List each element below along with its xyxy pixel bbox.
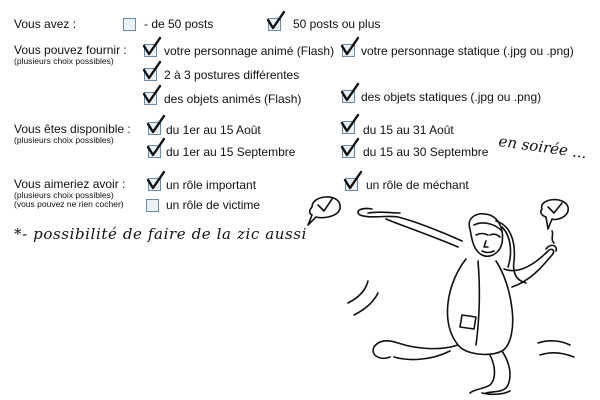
speech-bubble-right [541,200,568,229]
option-moins-50-posts: - de 50 posts [144,17,214,31]
hint-plusieurs-choix: (plusieurs choix possibles) [14,135,114,145]
pointing-hand [358,208,462,241]
option-1er-15-septembre: du 1er au 15 Septembre [166,145,296,159]
check-mark-icon [340,37,360,57]
character-body [447,259,512,354]
handwritten-remark: *- possibilité de faire de la zic aussi [14,225,308,243]
option-postures: 2 à 3 postures différentes [164,68,300,82]
label-vous-avez: Vous avez : [14,17,77,31]
label-vous-etes-disponible: Vous êtes disponible : [14,122,131,136]
label-vous-aimeriez-avoir: Vous aimeriez avoir : [14,177,126,191]
check-mark-icon [142,37,162,57]
check-mark-icon [142,61,162,81]
option-role-victime: un rôle de victime [166,198,261,212]
option-role-important: un rôle important [166,178,257,192]
option-15-30-septembre: du 15 au 30 Septembre [363,145,489,159]
check-mark-icon [340,138,360,158]
option-objets-animes: des objets animés (Flash) [164,92,302,106]
character-legs [373,341,458,358]
check-mark-icon [146,171,166,191]
option-role-mechant: un rôle de méchant [366,178,469,192]
checkbox-role-victime[interactable] [146,199,159,212]
label-vous-pouvez-fournir: Vous pouvez fournir : [14,43,127,57]
option-15-31-aout: du 15 au 31 Août [363,123,454,137]
checkbox-moins-50-posts[interactable] [123,18,136,31]
hint-plusieurs-choix: (plusieurs choix possibles) [14,56,114,66]
check-mark-icon [266,11,286,31]
hint-plusieurs-choix: (plusieurs choix possibles) [14,190,114,200]
check-mark-icon [340,83,360,103]
character-sketch [290,185,600,400]
hint-rien-cocher: (vous pouvez ne rien cocher) [14,199,124,209]
option-objets-statiques: des objets statiques (.jpg ou .png) [361,90,542,104]
option-50-posts-plus: 50 posts ou plus [293,17,381,31]
check-mark-icon [340,114,360,134]
check-mark-icon [146,138,166,158]
check-mark-icon [146,115,166,135]
option-1er-15-aout: du 1er au 15 Août [166,123,261,137]
handwritten-en-soiree: en soirée ... [497,132,588,163]
option-perso-anime: votre personnage animé (Flash) [164,44,335,58]
option-perso-statique: votre personnage statique (.jpg ou .png) [361,44,574,58]
check-mark-icon [142,85,162,105]
